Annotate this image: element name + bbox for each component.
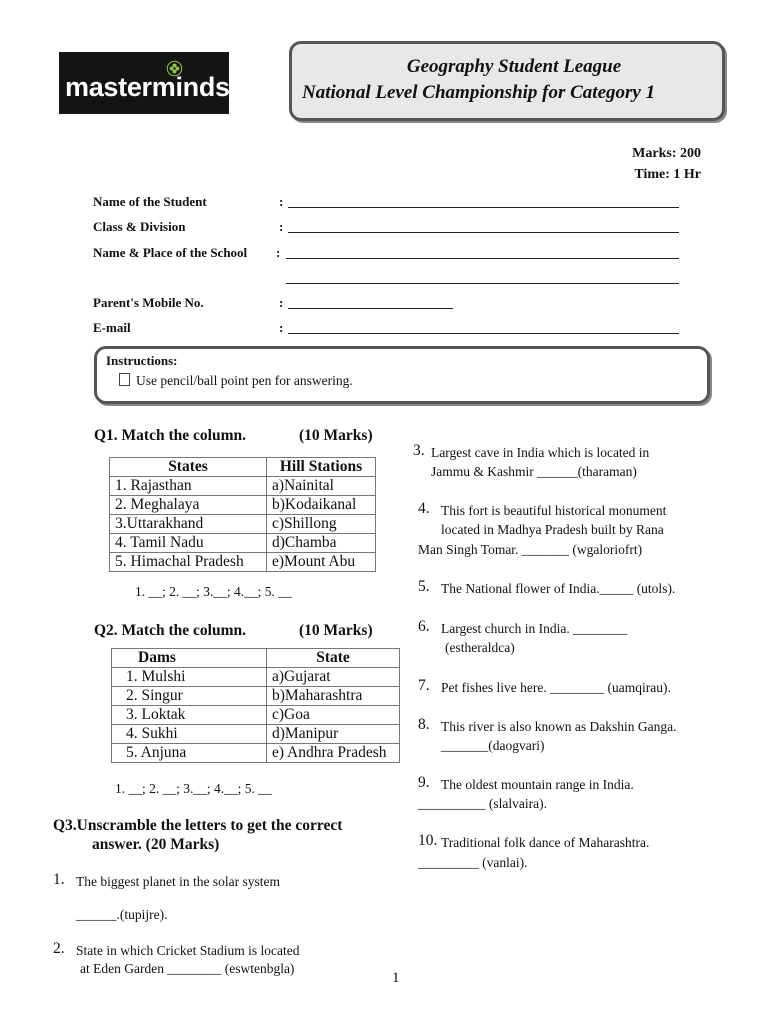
q3-item-answer[interactable]: _______(daogvari) xyxy=(441,738,545,753)
masterminds-logo xyxy=(59,52,229,114)
table-cell: d)Manipur xyxy=(267,725,400,744)
table-cell: c)Shillong xyxy=(267,515,376,534)
q3-item-number: 1. xyxy=(53,871,65,888)
table-header-row xyxy=(110,458,376,477)
q3-item-number: 4. xyxy=(418,500,430,517)
instruction-item xyxy=(119,373,353,389)
colon: : xyxy=(276,245,281,260)
q3-heading-cont: answer. (20 Marks) xyxy=(92,836,220,853)
q2-heading: Q2. Match the column. xyxy=(94,622,246,639)
school-line-1[interactable] xyxy=(286,258,679,259)
q1-heading: Q1. Match the column. xyxy=(94,427,246,444)
table-row xyxy=(110,496,376,515)
logo-text: masterminds xyxy=(65,72,230,102)
table-cell: a)Gujarat xyxy=(267,668,400,687)
q3-item-answer[interactable]: Jammu & Kashmir ______(tharaman) xyxy=(431,464,637,479)
q2-answer-line[interactable]: 1. __; 2. __; 3.__; 4.__; 5. __ xyxy=(115,781,272,796)
table-cell: b)Kodaikanal xyxy=(267,496,376,515)
table-row xyxy=(112,668,400,687)
table-row xyxy=(112,687,400,706)
q3-item-text: This fort is beautiful historical monument xyxy=(441,503,667,518)
table-header-row xyxy=(112,649,400,668)
colon: : xyxy=(279,219,284,234)
q3-item-text: Traditional folk dance of Maharashtra. xyxy=(441,835,650,850)
mobile-line[interactable] xyxy=(288,308,453,309)
colon: : xyxy=(279,194,284,209)
q3-item-number: 3. xyxy=(413,442,425,459)
school-label: Name & Place of the School xyxy=(93,245,248,260)
title-box xyxy=(289,41,725,121)
table-row xyxy=(110,534,376,553)
q2-marks: (10 Marks) xyxy=(299,622,373,639)
q3-item-number: 10. xyxy=(418,832,438,849)
q3-item-answer[interactable]: ______.(tupijre). xyxy=(76,907,168,922)
q3-item-text[interactable]: Largest church in India. ________ xyxy=(441,621,628,636)
table-header: Hill Stations xyxy=(267,458,376,477)
student-name-label: Name of the Student xyxy=(93,194,207,209)
colon: : xyxy=(279,295,284,310)
q3-item-number: 7. xyxy=(418,677,430,694)
q1-answer-line[interactable]: 1. __; 2. __; 3.__; 4.__; 5. __ xyxy=(135,584,292,599)
table-header: Dams xyxy=(112,649,267,668)
q3-item-text[interactable]: The National flower of India._____ (utols). xyxy=(441,581,676,596)
table-row xyxy=(112,744,400,763)
q3-item-number: 9. xyxy=(418,774,430,791)
table-row xyxy=(110,515,376,534)
class-division-label: Class & Division xyxy=(93,219,186,234)
q1-table xyxy=(109,457,376,572)
table-cell: 3.Uttarakhand xyxy=(110,515,267,534)
table-cell: b)Maharashtra xyxy=(267,687,400,706)
table-header: States xyxy=(110,458,267,477)
table-cell: 4. Tamil Nadu xyxy=(110,534,267,553)
time-text: Time: 1 Hr xyxy=(634,167,701,182)
title-line-2: National Level Championship for Category 1 xyxy=(302,82,656,103)
table-cell: 2. Meghalaya xyxy=(110,496,267,515)
colon: : xyxy=(279,320,284,335)
instructions-box xyxy=(94,346,710,404)
table-cell: 1. Rajasthan xyxy=(110,477,267,496)
class-division-line[interactable] xyxy=(288,232,679,233)
table-row xyxy=(110,553,376,572)
q3-item-text: State in which Cricket Stadium is located xyxy=(76,943,300,958)
q3-item-number: 6. xyxy=(418,618,430,635)
student-name-line[interactable] xyxy=(288,207,679,208)
table-row xyxy=(112,706,400,725)
table-cell: 1. Mulshi xyxy=(112,668,267,687)
email-label: E-mail xyxy=(93,320,131,335)
table-cell: 2. Singur xyxy=(112,687,267,706)
q3-item-answer[interactable]: Man Singh Tomar. _______ (wgaloriofrt) xyxy=(418,542,643,557)
instructions-heading: Instructions: xyxy=(106,353,178,368)
table-cell: d)Chamba xyxy=(267,534,376,553)
q3-item-text-cont: located in Madhya Pradesh built by Rana xyxy=(441,522,664,537)
title-line-1: Geography Student League xyxy=(406,56,622,77)
table-cell: 4. Sukhi xyxy=(112,725,267,744)
q3-item-text[interactable]: Pet fishes live here. ________ (uamqirau). xyxy=(441,680,671,695)
q3-item-text: This river is also known as Dakshin Ganga. xyxy=(441,719,677,734)
table-header: State xyxy=(267,649,400,668)
checkbox-icon xyxy=(119,373,130,386)
mobile-label: Parent's Mobile No. xyxy=(93,295,204,310)
q1-marks: (10 Marks) xyxy=(299,427,373,444)
q3-item-answer[interactable]: __________ (slalvaira). xyxy=(418,796,547,811)
q3-item-text: The oldest mountain range in India. xyxy=(441,777,634,792)
q3-item-text: The biggest planet in the solar system xyxy=(76,874,280,889)
table-cell: 3. Loktak xyxy=(112,706,267,725)
q3-item-hint: (estheraldca) xyxy=(445,640,515,655)
table-cell: c)Goa xyxy=(267,706,400,725)
q3-item-number: 5. xyxy=(418,578,430,595)
marks-text: Marks: 200 xyxy=(632,146,701,161)
school-line-2[interactable] xyxy=(286,283,679,284)
q3-item-number: 2. xyxy=(53,940,65,957)
table-cell: 5. Anjuna xyxy=(112,744,267,763)
table-cell: e)Mount Abu xyxy=(267,553,376,572)
q3-heading: Q3.Unscramble the letters to get the correct xyxy=(53,817,343,834)
table-cell: a)Nainital xyxy=(267,477,376,496)
q3-item-answer[interactable]: at Eden Garden ________ (eswtenbgla) xyxy=(80,961,295,976)
table-row xyxy=(112,725,400,744)
q3-item-text: Largest cave in India which is located in xyxy=(431,445,650,460)
q3-item-number: 8. xyxy=(418,716,430,733)
table-row xyxy=(110,477,376,496)
instruction-text: Use pencil/ball point pen for answering. xyxy=(136,373,353,388)
email-line[interactable] xyxy=(288,333,679,334)
q3-item-answer[interactable]: _________ (vanlai). xyxy=(418,855,528,870)
table-cell: e) Andhra Pradesh xyxy=(267,744,400,763)
page-number: 1 xyxy=(392,970,400,986)
q2-table xyxy=(111,648,400,763)
table-cell: 5. Himachal Pradesh xyxy=(110,553,267,572)
